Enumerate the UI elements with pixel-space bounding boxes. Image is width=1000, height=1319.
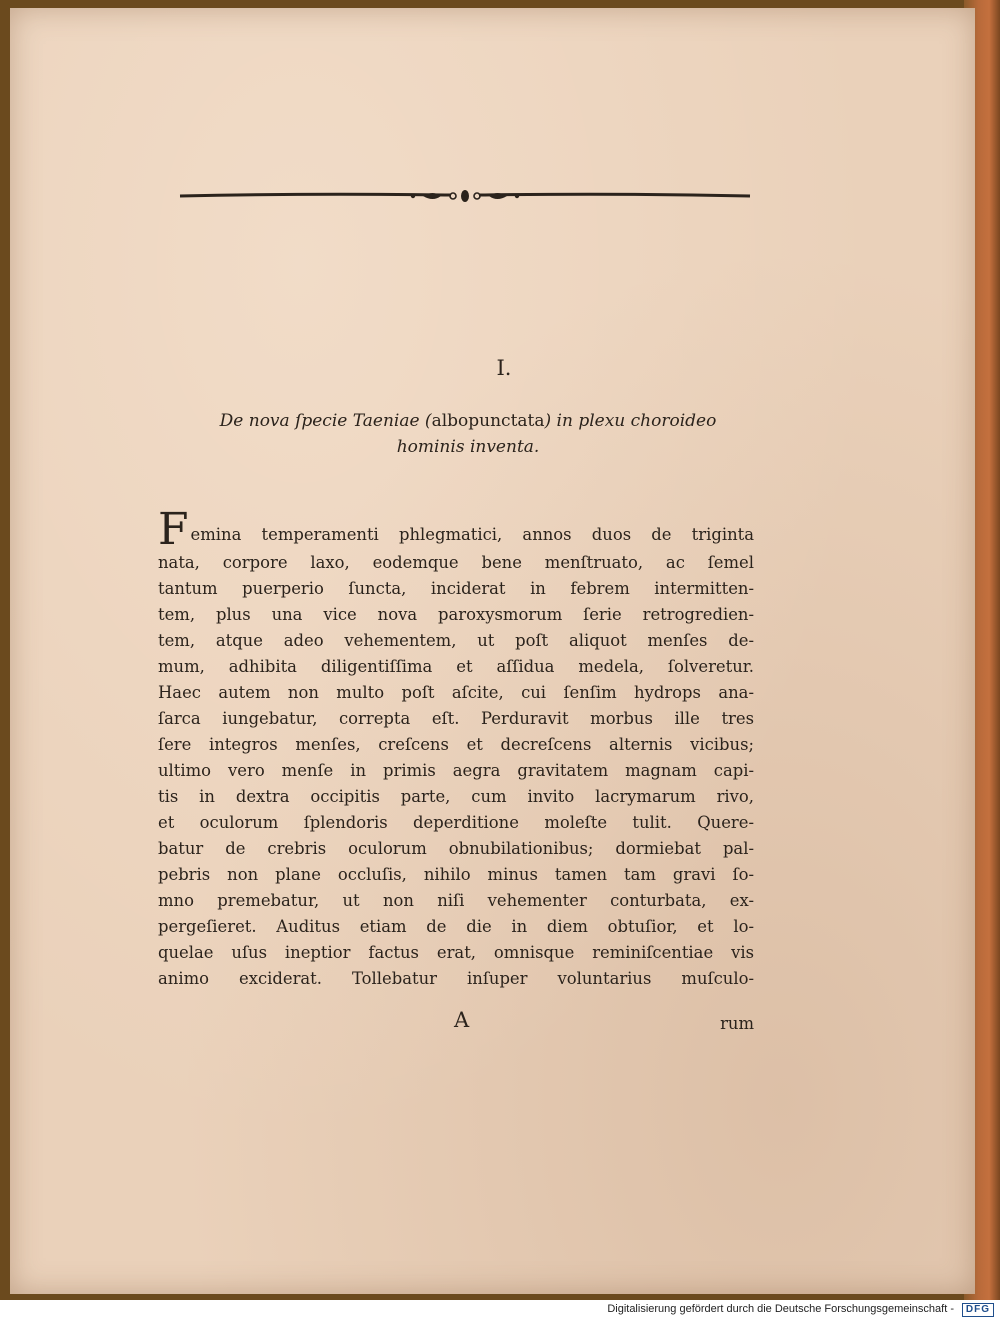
text-line: pebris non plane occluſis, nihilo minus tamen tam gravi ſo- bbox=[158, 865, 754, 884]
dfg-logo[interactable]: DFG bbox=[962, 1303, 994, 1317]
ornament-rule bbox=[175, 186, 755, 206]
text-line: batur de crebris oculorum obnubilationibus; dormiebat pal- bbox=[158, 839, 754, 858]
text-line: mum, adhibita diligentiſſima et aſſidua medela, ſolveretur. bbox=[158, 657, 754, 676]
title-part-3: ) in plexu choroideo bbox=[544, 411, 717, 431]
catchword: rum bbox=[720, 1014, 754, 1033]
title-part-2: albopunctata bbox=[431, 411, 545, 431]
title-line-2: hominis inventa. bbox=[396, 437, 540, 457]
text-line: nata, corpore laxo, eodemque bene menſtruato, ac ſemel bbox=[158, 553, 754, 572]
text-line: pergeſieret. Auditus etiam de die in diem obtuſior, et lo- bbox=[158, 917, 754, 936]
chapter-title bbox=[168, 408, 768, 460]
page-footer-marks bbox=[158, 1008, 754, 1044]
title-part-1: De nova ſpecie Taeniae ( bbox=[219, 411, 432, 431]
text-line: ſarca iungebatur, correpta eſt. Perduravit morbus ille tres bbox=[158, 709, 754, 728]
text-line: quelae uſus ineptior factus erat, omnisque reminiſcentiae vis bbox=[158, 943, 754, 962]
dfg-credit-text: Digitalisierung gefördert durch die Deutsche Forschungsgemeinschaft - bbox=[607, 1303, 954, 1315]
text-line: ſere integros menſes, creſcens et decreſcens alternis vicibus; bbox=[158, 735, 754, 754]
text-line-rest: emina temperamenti phlegmatici, annos duos de triginta bbox=[190, 525, 754, 544]
text-line bbox=[158, 510, 754, 550]
text-line: tis in dextra occipitis parte, cum invito lacrymarum rivo, bbox=[158, 787, 754, 806]
text-line: animo exciderat. Tollebatur inſuper voluntarius muſculo- bbox=[158, 969, 754, 988]
text-line: tem, plus una vice nova paroxysmorum ſerie retrogredien- bbox=[158, 605, 754, 624]
credit-bar bbox=[0, 1300, 1000, 1319]
text-line: ultimo vero menſe in primis aegra gravitatem magnam capi- bbox=[158, 761, 754, 780]
text-line: mno premebatur, ut non niſi vehementer conturbata, ex- bbox=[158, 891, 754, 910]
signature-mark: A bbox=[454, 1008, 470, 1032]
text-line: Haec autem non multo poſt aſcite, cui ſenſim hydrops ana- bbox=[158, 683, 754, 702]
text-line: tem, atque adeo vehementem, ut poſt aliquot menſes de- bbox=[158, 631, 754, 650]
drop-cap: F bbox=[158, 510, 189, 550]
text-line: et oculorum ſplendoris deperditione moleſte tulit. Quere- bbox=[158, 813, 754, 832]
text-line: tantum puerperio ſuncta, inciderat in febrem intermitten- bbox=[158, 579, 754, 598]
section-numeral: I. bbox=[496, 356, 512, 380]
body-text bbox=[158, 510, 754, 992]
